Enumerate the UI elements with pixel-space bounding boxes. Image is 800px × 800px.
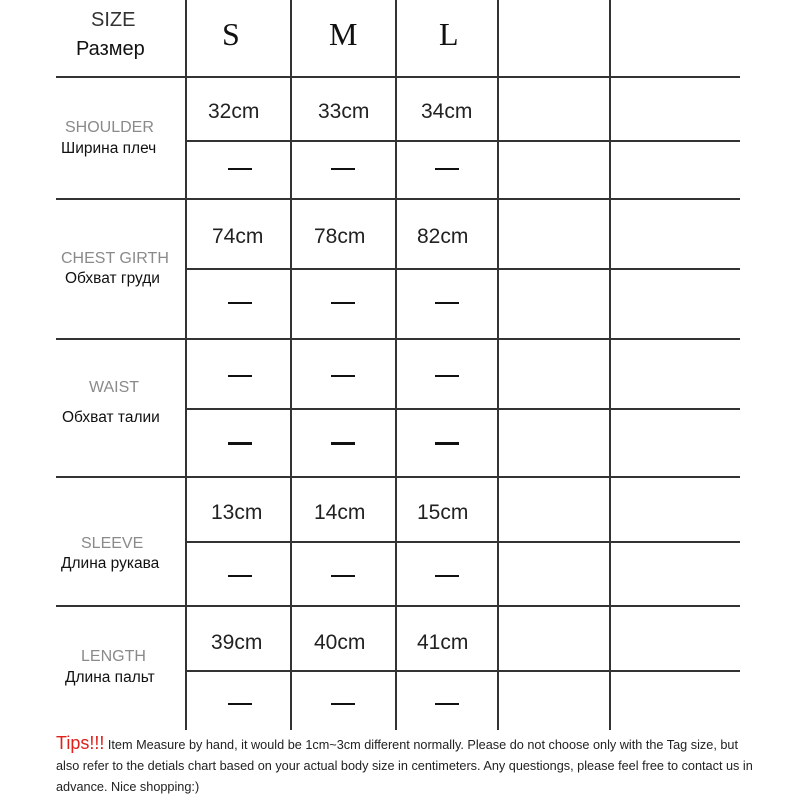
sleeve-s-dash: [228, 575, 252, 577]
label-sleeve-en: SLEEVE: [81, 535, 144, 552]
chest-l: 82cm: [417, 225, 469, 248]
label-waist-ru: Обхват талии: [62, 409, 160, 426]
row-divider: [186, 541, 740, 543]
row-divider: [186, 670, 740, 672]
label-shoulder-ru: Ширина плеч: [61, 140, 157, 157]
shoulder-s: 32cm: [208, 100, 260, 123]
row-divider: [56, 338, 740, 340]
shoulder-l: 34cm: [421, 100, 473, 123]
length-l-dash: [435, 703, 459, 705]
size-s: S: [222, 16, 240, 52]
shoulder-m: 33cm: [318, 100, 370, 123]
label-shoulder-en: SHOULDER: [65, 119, 154, 136]
label-length-en: LENGTH: [81, 648, 146, 665]
sleeve-l-dash: [435, 575, 459, 577]
label-sleeve-ru: Длина рукава: [61, 555, 160, 572]
row-divider: [186, 408, 740, 410]
size-l: L: [439, 16, 459, 52]
length-m-dash: [331, 703, 355, 705]
waist-m-dash-2: [331, 442, 355, 445]
size-header-ru: Размер: [76, 38, 145, 60]
shoulder-l-dash: [435, 168, 459, 170]
waist-s-dash: [228, 375, 252, 377]
row-divider: [56, 605, 740, 607]
waist-l-dash: [435, 375, 459, 377]
shoulder-m-dash: [331, 168, 355, 170]
length-s: 39cm: [211, 631, 263, 654]
chest-s: 74cm: [212, 225, 264, 248]
chest-m-dash: [331, 302, 355, 304]
chest-m: 78cm: [314, 225, 366, 248]
length-m: 40cm: [314, 631, 366, 654]
column-divider: [290, 0, 292, 730]
waist-l-dash-2: [435, 442, 459, 445]
label-chest-ru: Обхват груди: [65, 270, 160, 287]
sleeve-s: 13cm: [211, 501, 263, 524]
column-divider: [395, 0, 397, 730]
row-divider: [186, 268, 740, 270]
size-m: M: [329, 16, 358, 52]
chest-s-dash: [228, 302, 252, 304]
row-divider: [56, 76, 740, 78]
column-divider: [609, 0, 611, 730]
sleeve-l: 15cm: [417, 501, 469, 524]
label-waist-en: WAIST: [89, 379, 140, 396]
label-chest-en: CHEST GIRTH: [61, 250, 169, 267]
row-divider: [56, 198, 740, 200]
waist-m-dash: [331, 375, 355, 377]
column-divider: [185, 0, 187, 730]
label-length-ru: Длина пальт: [65, 669, 155, 686]
tips-note: [56, 733, 756, 798]
waist-s-dash-2: [228, 442, 252, 445]
tips-text: Item Measure by hand, it would be 1cm~3cm different normally. Please do not choose only with the Tag size, but also refer to the detials chart based on your actual body size in centimeters. Any questiongs, please feel free to contact us in advance. Nice shopping:): [56, 738, 753, 794]
sleeve-m-dash: [331, 575, 355, 577]
column-divider: [497, 0, 499, 730]
size-header-en: SIZE: [91, 9, 136, 31]
row-divider: [56, 476, 740, 478]
shoulder-s-dash: [228, 168, 252, 170]
tips-label: Tips!!!: [56, 733, 105, 753]
sleeve-m: 14cm: [314, 501, 366, 524]
length-s-dash: [228, 703, 252, 705]
chest-l-dash: [435, 302, 459, 304]
length-l: 41cm: [417, 631, 469, 654]
row-divider: [186, 140, 740, 142]
